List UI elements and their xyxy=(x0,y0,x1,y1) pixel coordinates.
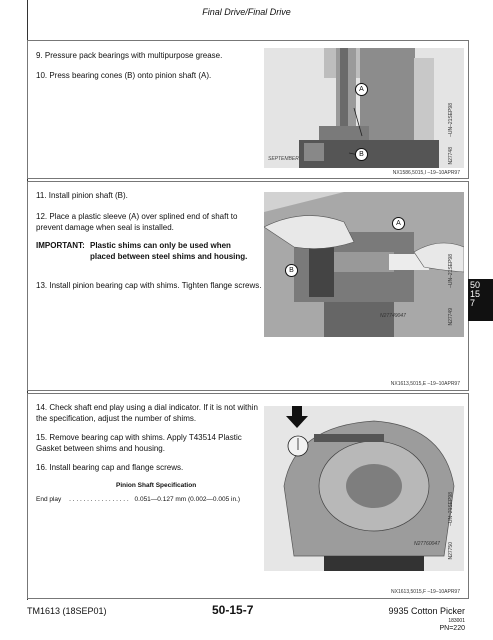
section-ref: NX1586,5015,I –19–10APR97 xyxy=(392,170,460,176)
step-11: 11. Install pinion shaft (B). xyxy=(36,191,128,200)
callout-a-2: A xyxy=(392,217,405,230)
spec-value: 0.051—0.127 mm (0.002—0.005 in.) xyxy=(134,496,241,503)
footer-small-code: 183001 xyxy=(448,618,465,624)
procedure-section-3 xyxy=(27,393,469,599)
figure-code-3: N27750 xyxy=(448,542,454,560)
step-15: 15. Remove bearing cap with shims. Apply T43514 Plastic Gasket between shims and housing. xyxy=(36,433,242,453)
footer-machine-name: 9935 Cotton Picker xyxy=(388,606,465,616)
important-text: Plastic shims can only be used when placed between steel shims and housing. xyxy=(90,241,248,261)
step-12: 12. Place a plastic sleeve (A) over splined end of shaft to prevent damage when seal is installed. xyxy=(36,212,238,232)
page-header-title: Final Drive/Final Drive xyxy=(202,7,291,17)
step-13: 13. Install pinion bearing cap with shims. Tighten flange screws. xyxy=(36,281,262,290)
callout-a: A xyxy=(355,83,368,96)
section-ref-2: NX1613,5015,E –19–10APR97 xyxy=(390,381,460,387)
procedure-section-1 xyxy=(27,40,469,179)
important-label: IMPORTANT: xyxy=(36,241,85,250)
figure-stamp-2: N27749047 xyxy=(380,313,406,319)
callout-b-2: B xyxy=(285,264,298,277)
figure-stamp: SEPTEMBER xyxy=(268,156,299,162)
callout-b: B xyxy=(355,148,368,161)
side-tab-line-3: 7 xyxy=(470,298,476,308)
figure-id: –UN–21SEP98 xyxy=(448,103,454,137)
side-tab-line-2: 15 xyxy=(470,289,481,299)
footer-page-number: 50-15-7 xyxy=(212,603,254,617)
procedure-section-2 xyxy=(27,181,469,391)
side-tab-line-1: 50 xyxy=(470,280,481,290)
spec-title: Pinion Shaft Specification xyxy=(116,482,197,489)
step-16: 16. Install bearing cap and flange screws. xyxy=(36,463,184,472)
section-ref-3: NX1613,5015,F –19–10APR97 xyxy=(391,589,460,595)
important-note xyxy=(36,240,266,274)
chapter-side-tab xyxy=(468,279,493,321)
spec-label: End play xyxy=(36,496,62,503)
figure-stamp-3: N27760047 xyxy=(414,541,440,547)
figure-code: N27748 xyxy=(448,147,454,165)
figure-id-2: –UN–21SEP98 xyxy=(448,254,454,288)
spec-row-end-play xyxy=(36,496,240,503)
footer-manual-id: TM1613 (18SEP01) xyxy=(27,606,107,616)
figure-code-2: N27749 xyxy=(448,308,454,326)
figure-id-3: –UN–21SEP98 xyxy=(448,492,454,526)
footer-pn: PN=220 xyxy=(439,625,465,632)
step-14: 14. Check shaft end play using a dial indicator. If it is not within the specification, adjust the number of shims. xyxy=(36,403,258,423)
spec-dots: . . . . . . . . . . . . . . . . . xyxy=(69,496,129,503)
step-9: 9. Pressure pack bearings with multipurpose grease. xyxy=(36,51,223,60)
step-10: 10. Press bearing cones (B) onto pinion shaft (A). xyxy=(36,71,212,80)
